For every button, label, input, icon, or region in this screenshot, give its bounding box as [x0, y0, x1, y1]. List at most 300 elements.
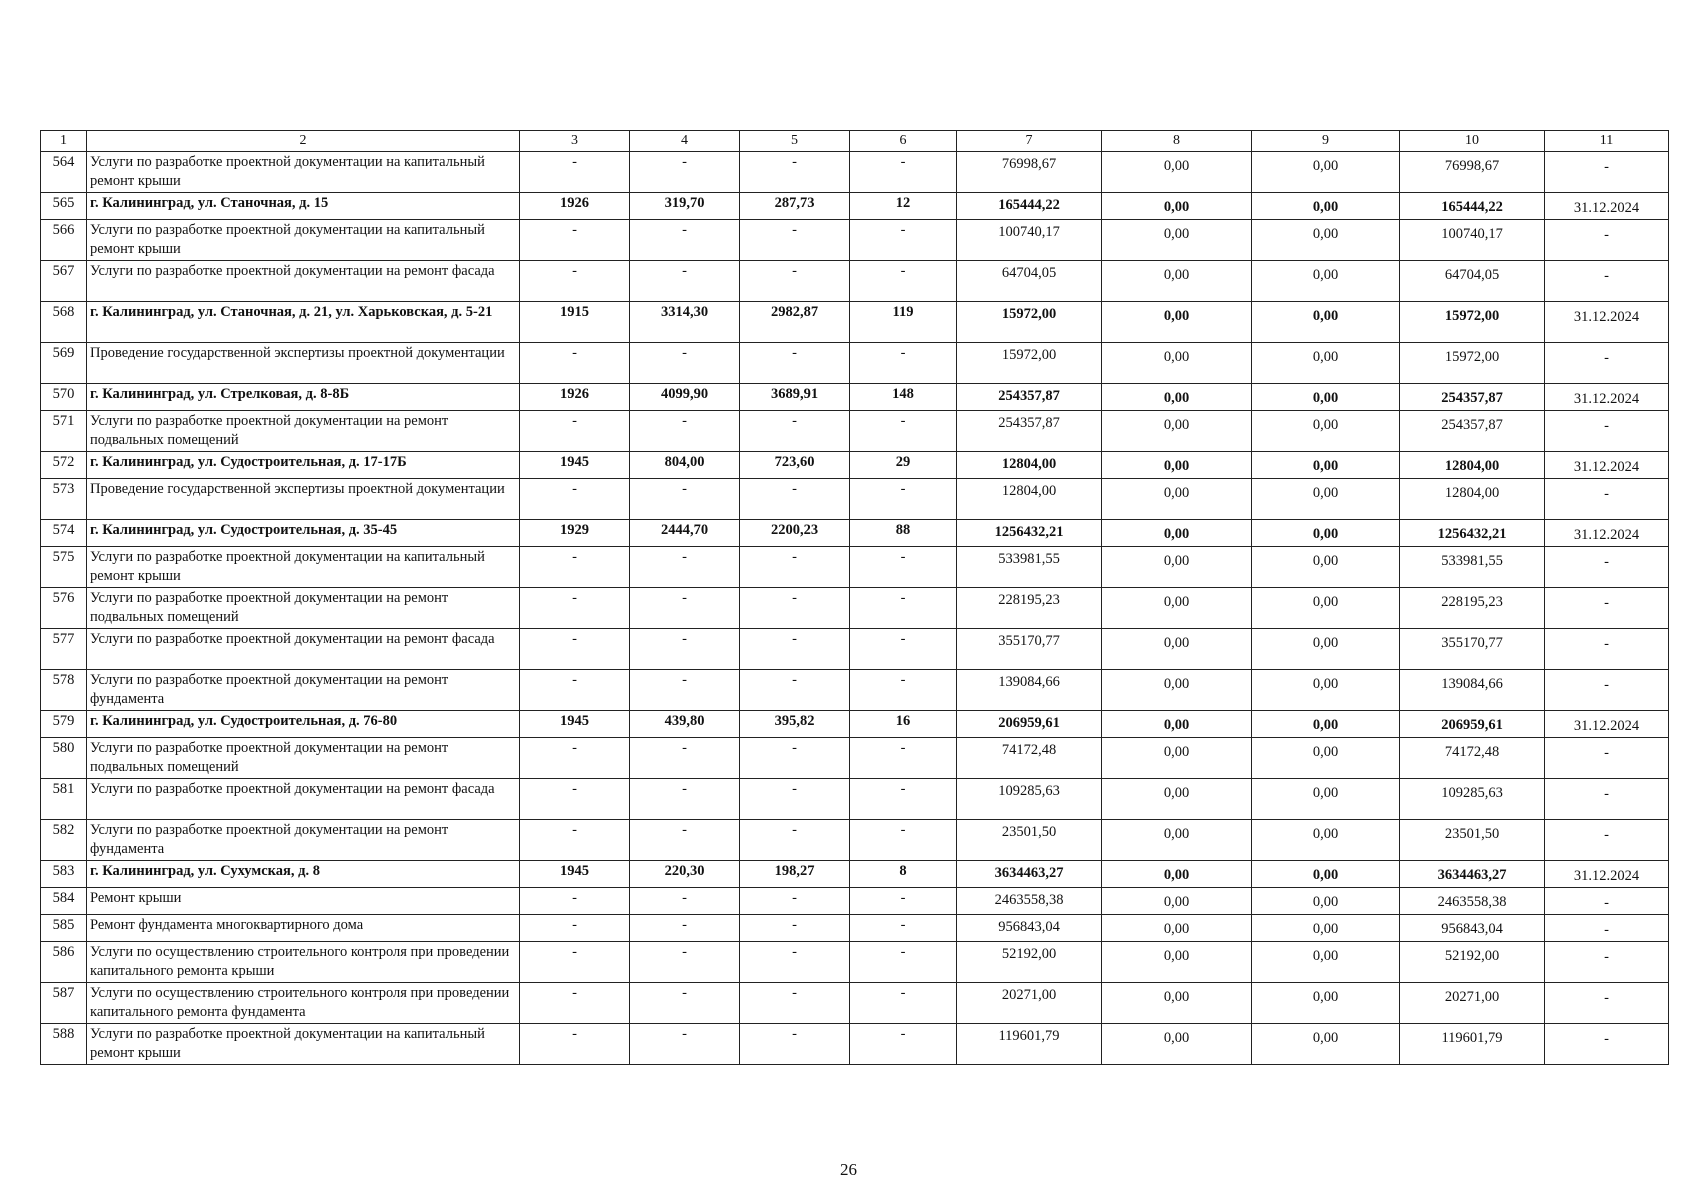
cost-total: 254357,87	[957, 384, 1102, 411]
cost-total: 12804,00	[957, 452, 1102, 479]
cost-total: 74172,48	[957, 738, 1102, 779]
cost-fund-a: 0,00	[1102, 738, 1252, 779]
completion-date: -	[1545, 779, 1669, 820]
residents-count: -	[850, 479, 957, 520]
cost-owners: 109285,63	[1400, 779, 1545, 820]
total-area: -	[630, 779, 740, 820]
cost-fund-b: 0,00	[1252, 942, 1400, 983]
cost-owners: 139084,66	[1400, 670, 1545, 711]
cost-owners: 254357,87	[1400, 411, 1545, 452]
build-year: -	[520, 629, 630, 670]
living-area: -	[740, 152, 850, 193]
build-year: -	[520, 738, 630, 779]
residents-count: 88	[850, 520, 957, 547]
item-name: г. Калининград, ул. Станочная, д. 15	[87, 193, 520, 220]
residents-count: -	[850, 983, 957, 1024]
residents-count: 29	[850, 452, 957, 479]
cost-fund-a: 0,00	[1102, 384, 1252, 411]
column-header: 4	[630, 131, 740, 152]
build-year: -	[520, 888, 630, 915]
completion-date: -	[1545, 915, 1669, 942]
residents-count: -	[850, 547, 957, 588]
cost-total: 2463558,38	[957, 888, 1102, 915]
build-year: -	[520, 983, 630, 1024]
row-number: 569	[41, 343, 87, 384]
total-area: -	[630, 411, 740, 452]
cost-fund-b: 0,00	[1252, 220, 1400, 261]
cost-fund-a: 0,00	[1102, 779, 1252, 820]
living-area: 287,73	[740, 193, 850, 220]
living-area: -	[740, 942, 850, 983]
cost-owners: 15972,00	[1400, 302, 1545, 343]
total-area: -	[630, 343, 740, 384]
cost-fund-b: 0,00	[1252, 411, 1400, 452]
row-number: 588	[41, 1024, 87, 1065]
item-name: Услуги по разработке проектной документации на ремонт фундамента	[87, 820, 520, 861]
row-number: 582	[41, 820, 87, 861]
row-number: 579	[41, 711, 87, 738]
cost-total: 956843,04	[957, 915, 1102, 942]
total-area: 2444,70	[630, 520, 740, 547]
residents-count: 16	[850, 711, 957, 738]
row-number: 581	[41, 779, 87, 820]
living-area: -	[740, 779, 850, 820]
row-number: 574	[41, 520, 87, 547]
total-area: -	[630, 1024, 740, 1065]
item-name: Услуги по разработке проектной документации на ремонт подвальных помещений	[87, 411, 520, 452]
cost-fund-a: 0,00	[1102, 983, 1252, 1024]
completion-date: -	[1545, 738, 1669, 779]
completion-date: 31.12.2024	[1545, 711, 1669, 738]
residents-count: -	[850, 261, 957, 302]
work-item-row	[41, 779, 1669, 820]
cost-fund-a: 0,00	[1102, 888, 1252, 915]
work-item-row	[41, 738, 1669, 779]
cost-owners: 956843,04	[1400, 915, 1545, 942]
cost-owners: 3634463,27	[1400, 861, 1545, 888]
cost-fund-b: 0,00	[1252, 915, 1400, 942]
cost-fund-a: 0,00	[1102, 343, 1252, 384]
residents-count: 119	[850, 302, 957, 343]
living-area: 723,60	[740, 452, 850, 479]
cost-fund-b: 0,00	[1252, 629, 1400, 670]
completion-date: -	[1545, 343, 1669, 384]
column-header: 8	[1102, 131, 1252, 152]
residents-count: -	[850, 343, 957, 384]
column-header: 7	[957, 131, 1102, 152]
column-header: 1	[41, 131, 87, 152]
cost-owners: 15972,00	[1400, 343, 1545, 384]
living-area: -	[740, 479, 850, 520]
residents-count: -	[850, 411, 957, 452]
work-item-row	[41, 915, 1669, 942]
cost-owners: 1256432,21	[1400, 520, 1545, 547]
build-year: 1929	[520, 520, 630, 547]
residents-count: -	[850, 1024, 957, 1065]
cost-fund-a: 0,00	[1102, 520, 1252, 547]
cost-fund-a: 0,00	[1102, 629, 1252, 670]
row-number: 570	[41, 384, 87, 411]
row-number: 565	[41, 193, 87, 220]
living-area: -	[740, 629, 850, 670]
item-name: Ремонт крыши	[87, 888, 520, 915]
work-item-row	[41, 820, 1669, 861]
work-item-row	[41, 983, 1669, 1024]
cost-fund-b: 0,00	[1252, 983, 1400, 1024]
living-area: -	[740, 983, 850, 1024]
build-year: 1945	[520, 711, 630, 738]
page-number: 26	[840, 1160, 857, 1179]
work-item-row	[41, 220, 1669, 261]
completion-date: 31.12.2024	[1545, 861, 1669, 888]
building-row	[41, 452, 1669, 479]
build-year: -	[520, 588, 630, 629]
cost-owners: 119601,79	[1400, 1024, 1545, 1065]
total-area: -	[630, 915, 740, 942]
build-year: -	[520, 915, 630, 942]
cost-total: 165444,22	[957, 193, 1102, 220]
completion-date: 31.12.2024	[1545, 520, 1669, 547]
cost-total: 12804,00	[957, 479, 1102, 520]
completion-date: -	[1545, 152, 1669, 193]
building-row	[41, 861, 1669, 888]
cost-owners: 23501,50	[1400, 820, 1545, 861]
work-item-row	[41, 261, 1669, 302]
cost-fund-b: 0,00	[1252, 261, 1400, 302]
row-number: 584	[41, 888, 87, 915]
build-year: -	[520, 152, 630, 193]
row-number: 578	[41, 670, 87, 711]
cost-fund-b: 0,00	[1252, 888, 1400, 915]
completion-date: -	[1545, 588, 1669, 629]
living-area: -	[740, 220, 850, 261]
cost-total: 64704,05	[957, 261, 1102, 302]
cost-fund-a: 0,00	[1102, 411, 1252, 452]
living-area: 395,82	[740, 711, 850, 738]
row-number: 583	[41, 861, 87, 888]
living-area: -	[740, 820, 850, 861]
build-year: 1926	[520, 384, 630, 411]
cost-fund-a: 0,00	[1102, 711, 1252, 738]
residents-count: 8	[850, 861, 957, 888]
work-item-row	[41, 1024, 1669, 1065]
cost-fund-a: 0,00	[1102, 588, 1252, 629]
cost-fund-a: 0,00	[1102, 193, 1252, 220]
item-name: Услуги по разработке проектной документации на ремонт фасада	[87, 261, 520, 302]
item-name: Услуги по осуществлению строительного контроля при проведении капитального ремонта фундамента	[87, 983, 520, 1024]
build-year: -	[520, 1024, 630, 1065]
cost-total: 15972,00	[957, 343, 1102, 384]
completion-date: -	[1545, 261, 1669, 302]
living-area: 2982,87	[740, 302, 850, 343]
building-row	[41, 520, 1669, 547]
living-area: -	[740, 261, 850, 302]
cost-fund-b: 0,00	[1252, 670, 1400, 711]
build-year: 1945	[520, 452, 630, 479]
cost-owners: 206959,61	[1400, 711, 1545, 738]
row-number: 585	[41, 915, 87, 942]
item-name: г. Калининград, ул. Судостроительная, д. 76-80	[87, 711, 520, 738]
cost-fund-a: 0,00	[1102, 302, 1252, 343]
cost-fund-b: 0,00	[1252, 1024, 1400, 1065]
cost-fund-b: 0,00	[1252, 861, 1400, 888]
cost-fund-a: 0,00	[1102, 220, 1252, 261]
completion-date: -	[1545, 670, 1669, 711]
living-area: 2200,23	[740, 520, 850, 547]
cost-owners: 74172,48	[1400, 738, 1545, 779]
cost-fund-b: 0,00	[1252, 711, 1400, 738]
cost-owners: 100740,17	[1400, 220, 1545, 261]
column-number-header-row	[41, 131, 1669, 152]
cost-total: 206959,61	[957, 711, 1102, 738]
cost-fund-b: 0,00	[1252, 738, 1400, 779]
row-number: 566	[41, 220, 87, 261]
residents-count: 12	[850, 193, 957, 220]
cost-fund-a: 0,00	[1102, 670, 1252, 711]
work-item-row	[41, 888, 1669, 915]
cost-owners: 20271,00	[1400, 983, 1545, 1024]
residents-count: -	[850, 670, 957, 711]
item-name: г. Калининград, ул. Судостроительная, д. 35-45	[87, 520, 520, 547]
cost-total: 52192,00	[957, 942, 1102, 983]
work-item-row	[41, 629, 1669, 670]
item-name: Ремонт фундамента многоквартирного дома	[87, 915, 520, 942]
living-area: -	[740, 915, 850, 942]
cost-fund-b: 0,00	[1252, 588, 1400, 629]
column-header: 9	[1252, 131, 1400, 152]
column-header: 5	[740, 131, 850, 152]
build-year: 1915	[520, 302, 630, 343]
completion-date: 31.12.2024	[1545, 193, 1669, 220]
cost-fund-a: 0,00	[1102, 261, 1252, 302]
row-number: 573	[41, 479, 87, 520]
item-name: Услуги по разработке проектной документации на ремонт подвальных помещений	[87, 588, 520, 629]
cost-owners: 533981,55	[1400, 547, 1545, 588]
cost-fund-a: 0,00	[1102, 820, 1252, 861]
work-item-row	[41, 479, 1669, 520]
cost-fund-b: 0,00	[1252, 520, 1400, 547]
column-header: 2	[87, 131, 520, 152]
column-header: 3	[520, 131, 630, 152]
row-number: 587	[41, 983, 87, 1024]
item-name: Услуги по разработке проектной документации на капитальный ремонт крыши	[87, 220, 520, 261]
cost-fund-b: 0,00	[1252, 547, 1400, 588]
total-area: -	[630, 220, 740, 261]
total-area: 319,70	[630, 193, 740, 220]
residents-count: -	[850, 942, 957, 983]
cost-fund-a: 0,00	[1102, 452, 1252, 479]
cost-owners: 165444,22	[1400, 193, 1545, 220]
build-year: -	[520, 547, 630, 588]
cost-owners: 254357,87	[1400, 384, 1545, 411]
row-number: 564	[41, 152, 87, 193]
row-number: 571	[41, 411, 87, 452]
building-row	[41, 302, 1669, 343]
total-area: -	[630, 261, 740, 302]
item-name: Проведение государственной экспертизы проектной документации	[87, 343, 520, 384]
work-item-row	[41, 343, 1669, 384]
total-area: -	[630, 547, 740, 588]
total-area: -	[630, 888, 740, 915]
work-item-row	[41, 670, 1669, 711]
living-area: -	[740, 738, 850, 779]
completion-date: -	[1545, 888, 1669, 915]
work-item-row	[41, 411, 1669, 452]
build-year: -	[520, 820, 630, 861]
build-year: -	[520, 343, 630, 384]
item-name: Услуги по разработке проектной документации на капитальный ремонт крыши	[87, 1024, 520, 1065]
row-number: 567	[41, 261, 87, 302]
living-area: 3689,91	[740, 384, 850, 411]
row-number: 568	[41, 302, 87, 343]
table-body	[41, 131, 1669, 1065]
item-name: Услуги по осуществлению строительного контроля при проведении капитального ремонта крыши	[87, 942, 520, 983]
work-item-row	[41, 547, 1669, 588]
total-area: 3314,30	[630, 302, 740, 343]
column-header: 11	[1545, 131, 1669, 152]
total-area: 804,00	[630, 452, 740, 479]
build-year: -	[520, 261, 630, 302]
total-area: -	[630, 820, 740, 861]
cost-owners: 76998,67	[1400, 152, 1545, 193]
cost-fund-b: 0,00	[1252, 779, 1400, 820]
total-area: -	[630, 479, 740, 520]
register-table	[40, 130, 1669, 1065]
build-year: -	[520, 479, 630, 520]
residents-count: -	[850, 888, 957, 915]
residents-count: 148	[850, 384, 957, 411]
residents-count: -	[850, 820, 957, 861]
item-name: г. Калининград, ул. Судостроительная, д. 17-17Б	[87, 452, 520, 479]
living-area: -	[740, 1024, 850, 1065]
build-year: -	[520, 220, 630, 261]
living-area: -	[740, 670, 850, 711]
residents-count: -	[850, 588, 957, 629]
cost-fund-b: 0,00	[1252, 820, 1400, 861]
total-area: -	[630, 983, 740, 1024]
item-name: Услуги по разработке проектной документации на капитальный ремонт крыши	[87, 152, 520, 193]
residents-count: -	[850, 779, 957, 820]
cost-total: 119601,79	[957, 1024, 1102, 1065]
cost-fund-b: 0,00	[1252, 479, 1400, 520]
living-area: -	[740, 411, 850, 452]
living-area: -	[740, 588, 850, 629]
building-row	[41, 384, 1669, 411]
completion-date: -	[1545, 942, 1669, 983]
cost-fund-b: 0,00	[1252, 343, 1400, 384]
item-name: Услуги по разработке проектной документации на ремонт фасада	[87, 779, 520, 820]
row-number: 580	[41, 738, 87, 779]
item-name: Услуги по разработке проектной документации на ремонт подвальных помещений	[87, 738, 520, 779]
cost-fund-b: 0,00	[1252, 384, 1400, 411]
total-area: -	[630, 588, 740, 629]
row-number: 572	[41, 452, 87, 479]
cost-total: 15972,00	[957, 302, 1102, 343]
build-year: -	[520, 411, 630, 452]
completion-date: -	[1545, 1024, 1669, 1065]
cost-fund-b: 0,00	[1252, 193, 1400, 220]
living-area: -	[740, 547, 850, 588]
cost-total: 228195,23	[957, 588, 1102, 629]
total-area: 4099,90	[630, 384, 740, 411]
item-name: Проведение государственной экспертизы проектной документации	[87, 479, 520, 520]
cost-total: 533981,55	[957, 547, 1102, 588]
cost-owners: 12804,00	[1400, 452, 1545, 479]
residents-count: -	[850, 738, 957, 779]
cost-fund-b: 0,00	[1252, 302, 1400, 343]
total-area: -	[630, 942, 740, 983]
build-year: -	[520, 942, 630, 983]
cost-fund-a: 0,00	[1102, 479, 1252, 520]
cost-total: 23501,50	[957, 820, 1102, 861]
item-name: Услуги по разработке проектной документации на ремонт фасада	[87, 629, 520, 670]
row-number: 586	[41, 942, 87, 983]
cost-fund-a: 0,00	[1102, 915, 1252, 942]
cost-total: 20271,00	[957, 983, 1102, 1024]
cost-total: 109285,63	[957, 779, 1102, 820]
cost-total: 1256432,21	[957, 520, 1102, 547]
cost-fund-a: 0,00	[1102, 547, 1252, 588]
building-row	[41, 711, 1669, 738]
completion-date: -	[1545, 547, 1669, 588]
build-year: 1945	[520, 861, 630, 888]
total-area: -	[630, 629, 740, 670]
work-item-row	[41, 942, 1669, 983]
cost-total: 254357,87	[957, 411, 1102, 452]
completion-date: 31.12.2024	[1545, 452, 1669, 479]
item-name: Услуги по разработке проектной документации на капитальный ремонт крыши	[87, 547, 520, 588]
build-year: -	[520, 670, 630, 711]
cost-owners: 2463558,38	[1400, 888, 1545, 915]
total-area: -	[630, 670, 740, 711]
total-area: 439,80	[630, 711, 740, 738]
completion-date: -	[1545, 629, 1669, 670]
cost-total: 76998,67	[957, 152, 1102, 193]
cost-total: 355170,77	[957, 629, 1102, 670]
building-row	[41, 193, 1669, 220]
completion-date: -	[1545, 983, 1669, 1024]
cost-owners: 64704,05	[1400, 261, 1545, 302]
living-area: -	[740, 343, 850, 384]
residents-count: -	[850, 915, 957, 942]
completion-date: -	[1545, 411, 1669, 452]
completion-date: -	[1545, 479, 1669, 520]
residents-count: -	[850, 629, 957, 670]
total-area: 220,30	[630, 861, 740, 888]
cost-fund-b: 0,00	[1252, 452, 1400, 479]
cost-fund-a: 0,00	[1102, 942, 1252, 983]
row-number: 577	[41, 629, 87, 670]
item-name: г. Калининград, ул. Сухумская, д. 8	[87, 861, 520, 888]
cost-fund-a: 0,00	[1102, 861, 1252, 888]
column-header: 10	[1400, 131, 1545, 152]
item-name: Услуги по разработке проектной документации на ремонт фундамента	[87, 670, 520, 711]
item-name: г. Калининград, ул. Станочная, д. 21, ул. Харьковская, д. 5-21	[87, 302, 520, 343]
cost-total: 100740,17	[957, 220, 1102, 261]
cost-owners: 52192,00	[1400, 942, 1545, 983]
item-name: г. Калининград, ул. Стрелковая, д. 8-8Б	[87, 384, 520, 411]
work-item-row	[41, 152, 1669, 193]
cost-owners: 12804,00	[1400, 479, 1545, 520]
living-area: 198,27	[740, 861, 850, 888]
column-header: 6	[850, 131, 957, 152]
completion-date: 31.12.2024	[1545, 384, 1669, 411]
residents-count: -	[850, 152, 957, 193]
cost-fund-a: 0,00	[1102, 1024, 1252, 1065]
cost-fund-a: 0,00	[1102, 152, 1252, 193]
cost-fund-b: 0,00	[1252, 152, 1400, 193]
completion-date: 31.12.2024	[1545, 302, 1669, 343]
